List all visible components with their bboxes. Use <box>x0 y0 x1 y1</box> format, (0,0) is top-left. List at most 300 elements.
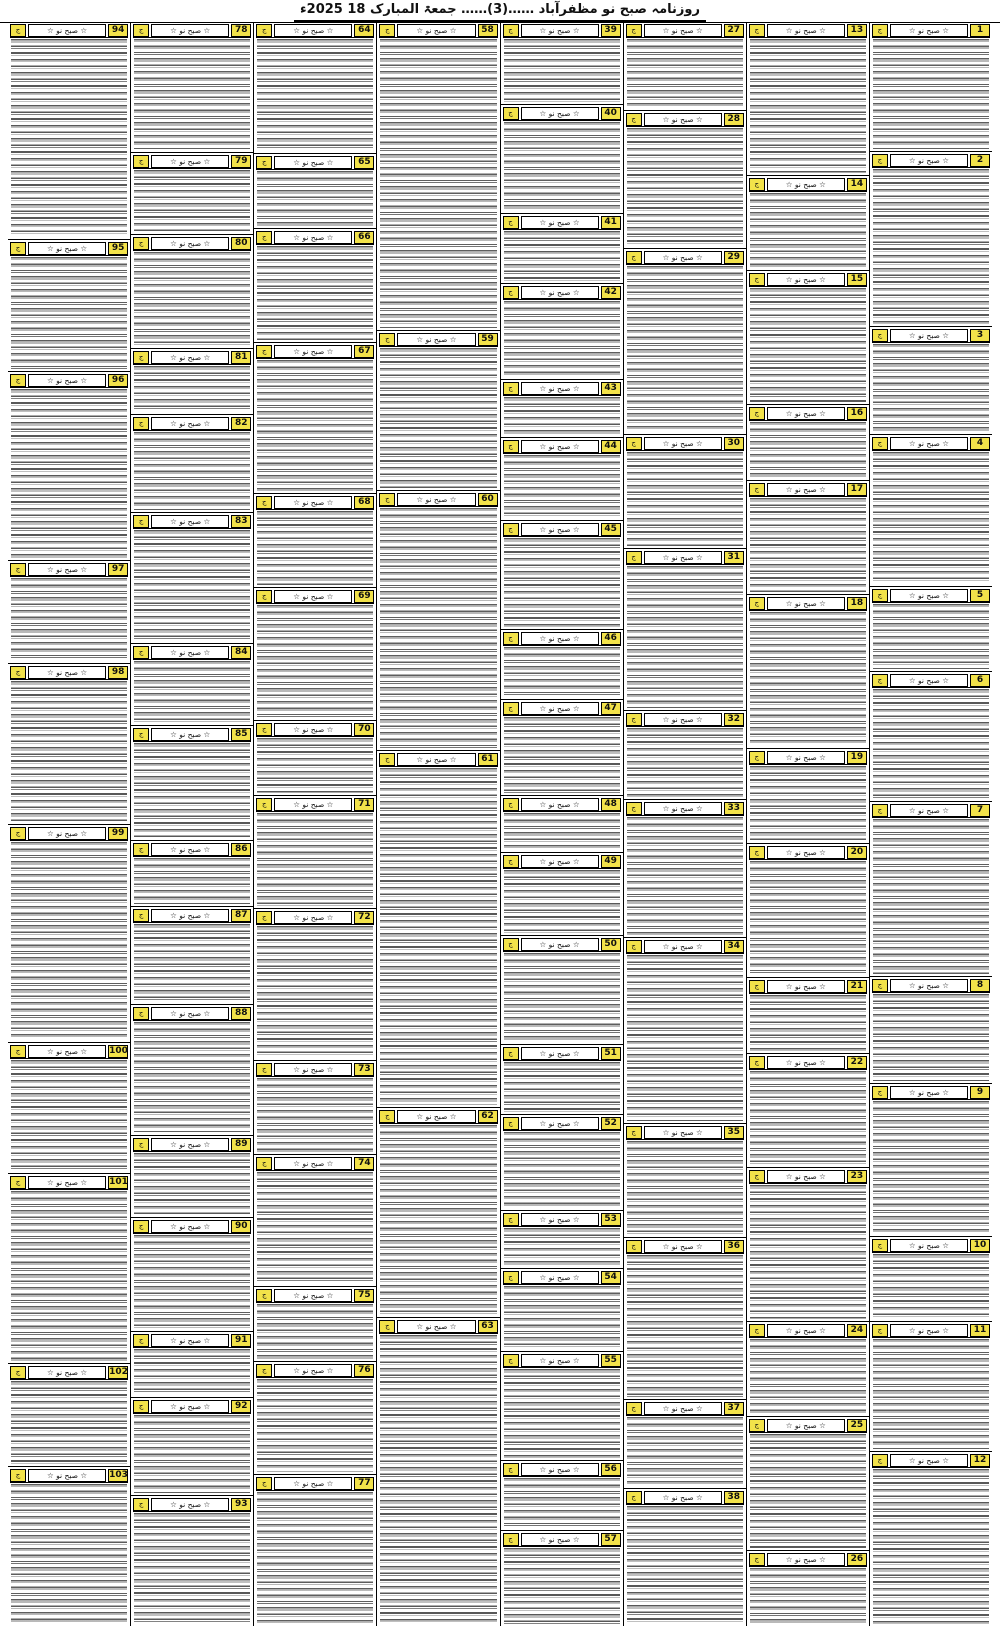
ad-header <box>503 523 621 537</box>
ad-header <box>133 1498 251 1512</box>
ad-header <box>133 1400 251 1414</box>
newspaper-logo-icon: ج <box>133 1498 149 1511</box>
ad-header <box>626 1402 744 1416</box>
ad-header-label: ☆ صبح نو ☆ <box>274 911 352 924</box>
ad-body-text <box>134 170 250 232</box>
ad-number-badge: 37 <box>724 1402 744 1415</box>
newspaper-logo-icon: ج <box>133 24 149 37</box>
ad-number-badge: 29 <box>724 251 744 264</box>
ad-body-text <box>134 924 250 1002</box>
ad-number-badge: 36 <box>724 1240 744 1253</box>
ad-header <box>503 1354 621 1368</box>
ad-header-label: ☆ صبح نو ☆ <box>151 1400 229 1413</box>
classified-ad <box>8 239 130 371</box>
ad-body-text <box>380 39 496 328</box>
ad-body-text <box>11 39 127 237</box>
classified-ad <box>870 586 992 671</box>
ad-body-text <box>257 511 373 585</box>
ad-header <box>872 979 990 993</box>
ad-number-badge: 45 <box>601 523 621 536</box>
ad-number-badge: 74 <box>354 1157 374 1170</box>
ad-header-label: ☆ صبح نو ☆ <box>397 24 475 37</box>
ad-header <box>503 798 621 812</box>
ad-number-badge: 63 <box>478 1320 498 1333</box>
ad-body-text <box>627 566 743 708</box>
classified-ad <box>131 1331 253 1397</box>
newspaper-logo-icon: ج <box>626 1402 642 1415</box>
newspaper-logo-icon: ج <box>626 437 642 450</box>
ad-body-text <box>257 360 373 492</box>
ad-body-text <box>504 538 620 627</box>
newspaper-logo-icon: ج <box>872 1454 888 1467</box>
newspaper-logo-icon: ج <box>256 911 272 924</box>
ad-column <box>376 22 499 1626</box>
ad-number-badge: 27 <box>724 24 744 37</box>
newspaper-logo-icon: ج <box>10 374 26 387</box>
ad-header <box>256 231 374 245</box>
classified-ad <box>747 480 869 595</box>
ad-header-label: ☆ صبح نو ☆ <box>274 24 352 37</box>
ad-header <box>749 483 867 497</box>
ad-header <box>379 1320 497 1334</box>
ad-header-label: ☆ صبح نو ☆ <box>521 1213 599 1226</box>
newspaper-logo-icon: ج <box>503 216 519 229</box>
ad-header <box>256 345 374 359</box>
newspaper-logo-icon: ج <box>749 483 765 496</box>
classified-ad <box>501 1268 623 1351</box>
ad-number-badge: 75 <box>354 1289 374 1302</box>
ad-body-text <box>504 1478 620 1528</box>
newspaper-logo-icon: ج <box>256 1477 272 1490</box>
ad-header-label: ☆ صبح نو ☆ <box>644 802 722 815</box>
masthead-title: روزنامہ صبح نو مظفرآباد ……(3)…… جمعۃ المبارک 18 2025ء <box>294 0 706 22</box>
newspaper-logo-icon: ج <box>749 1324 765 1337</box>
ad-header <box>10 666 128 680</box>
ad-body-text <box>134 743 250 837</box>
newspaper-logo-icon: ج <box>503 632 519 645</box>
ad-header <box>872 589 990 603</box>
ad-column <box>746 22 869 1626</box>
newspaper-logo-icon: ج <box>749 1419 765 1432</box>
classified-ad <box>254 1361 376 1474</box>
ad-body-text <box>504 1369 620 1458</box>
ad-header-label: ☆ صبح نو ☆ <box>274 1289 352 1302</box>
ad-column <box>130 22 253 1626</box>
classified-ad <box>8 1466 130 1627</box>
ad-number-badge: 6 <box>970 674 990 687</box>
ad-body-text <box>504 397 620 434</box>
newspaper-logo-icon: ج <box>626 1491 642 1504</box>
ad-header-label: ☆ صبح نو ☆ <box>644 24 722 37</box>
ad-body-text <box>873 1469 989 1624</box>
ad-header-label: ☆ صبح نو ☆ <box>767 1324 845 1337</box>
ad-header-label: ☆ صبح نو ☆ <box>521 382 599 395</box>
ad-header <box>256 496 374 510</box>
ad-header-label: ☆ صبح نو ☆ <box>151 515 229 528</box>
newspaper-logo-icon: ج <box>503 702 519 715</box>
ad-number-badge: 20 <box>847 846 867 859</box>
newspaper-logo-icon: ج <box>256 24 272 37</box>
ad-header <box>256 1477 374 1491</box>
ad-header-label: ☆ صبح نو ☆ <box>521 107 599 120</box>
ad-header-label: ☆ صبح نو ☆ <box>644 437 722 450</box>
ad-header <box>133 728 251 742</box>
newspaper-logo-icon: ج <box>256 1063 272 1076</box>
masthead <box>0 0 1000 23</box>
ad-number-badge: 86 <box>231 843 251 856</box>
ad-body-text <box>134 252 250 346</box>
ad-number-badge: 16 <box>847 407 867 420</box>
ad-body-text <box>873 344 989 431</box>
ad-body-text <box>627 39 743 108</box>
newspaper-logo-icon: ج <box>749 980 765 993</box>
newspaper-logo-icon: ج <box>503 382 519 395</box>
newspaper-logo-icon: ج <box>133 728 149 741</box>
ad-column <box>869 22 992 1626</box>
ad-number-badge: 98 <box>108 666 128 679</box>
ad-body-text <box>873 169 989 324</box>
classified-ad <box>131 1217 253 1331</box>
ad-number-badge: 70 <box>354 723 374 736</box>
newspaper-logo-icon: ج <box>10 1045 26 1058</box>
ad-body-text <box>257 813 373 906</box>
newspaper-logo-icon: ج <box>256 1157 272 1170</box>
classified-ad <box>624 710 746 799</box>
ad-header <box>872 24 990 38</box>
ad-header <box>256 911 374 925</box>
ad-header <box>626 24 744 38</box>
ad-header-label: ☆ صبح نو ☆ <box>521 440 599 453</box>
classified-ad <box>254 1154 376 1286</box>
classified-ad <box>8 663 130 824</box>
classified-ad <box>624 1237 746 1399</box>
newspaper-logo-icon: ج <box>749 407 765 420</box>
ad-number-badge: 84 <box>231 646 251 659</box>
classified-ad <box>747 1053 869 1168</box>
newspaper-logo-icon: ج <box>749 1056 765 1069</box>
ad-body-text <box>257 605 373 717</box>
ad-header-label: ☆ صبح نو ☆ <box>767 846 845 859</box>
ad-number-badge: 77 <box>354 1477 374 1490</box>
ad-number-badge: 2 <box>970 154 990 167</box>
classified-ad <box>8 1363 130 1466</box>
newspaper-logo-icon: ج <box>10 1469 26 1482</box>
ad-header <box>503 1047 621 1061</box>
ad-header-label: ☆ صبح نو ☆ <box>644 113 722 126</box>
ad-header-label: ☆ صبح نو ☆ <box>274 496 352 509</box>
ad-number-badge: 1 <box>970 24 990 37</box>
ad-number-badge: 15 <box>847 273 867 286</box>
newspaper-logo-icon: ج <box>872 804 888 817</box>
ad-body-text <box>750 1071 866 1166</box>
newspaper-logo-icon: ج <box>503 1463 519 1476</box>
ad-number-badge: 62 <box>478 1110 498 1123</box>
ad-header-label: ☆ صبح نو ☆ <box>767 1553 845 1566</box>
ad-header-label: ☆ صبح نو ☆ <box>151 1334 229 1347</box>
classified-ad <box>8 1042 130 1174</box>
ad-header <box>256 1289 374 1303</box>
ad-body-text <box>11 1191 127 1360</box>
ad-header <box>503 938 621 952</box>
classified-ad <box>377 330 499 491</box>
ad-header-label: ☆ صبح نو ☆ <box>644 940 722 953</box>
ad-header-label: ☆ صبح نو ☆ <box>151 1220 229 1233</box>
ad-number-badge: 18 <box>847 597 867 610</box>
ad-header-label: ☆ صبح نو ☆ <box>521 1117 599 1130</box>
classified-ad <box>131 414 253 512</box>
ad-body-text <box>504 717 620 793</box>
newspaper-logo-icon: ج <box>872 1239 888 1252</box>
newspaper-logo-icon: ج <box>626 940 642 953</box>
ad-header <box>626 1126 744 1140</box>
classified-ad <box>501 1460 623 1530</box>
classified-ad <box>254 1060 376 1154</box>
newspaper-logo-icon: ج <box>256 496 272 509</box>
classified-ad <box>131 906 253 1004</box>
ad-header-label: ☆ صبح نو ☆ <box>274 1157 352 1170</box>
ad-number-badge: 8 <box>970 979 990 992</box>
ad-header-label: ☆ صبح نو ☆ <box>767 483 845 496</box>
newspaper-logo-icon: ج <box>872 589 888 602</box>
ad-number-badge: 85 <box>231 728 251 741</box>
ad-number-badge: 46 <box>601 632 621 645</box>
newspaper-logo-icon: ج <box>626 551 642 564</box>
ad-number-badge: 47 <box>601 702 621 715</box>
ad-header-label: ☆ صبح نو ☆ <box>890 437 968 450</box>
ad-header <box>749 24 867 38</box>
ad-header-label: ☆ صبح نو ☆ <box>274 798 352 811</box>
ad-header-label: ☆ صبح نو ☆ <box>521 1463 599 1476</box>
ad-header-label: ☆ صبح نو ☆ <box>767 1419 845 1432</box>
ad-number-badge: 79 <box>231 155 251 168</box>
ad-header <box>256 798 374 812</box>
ad-header <box>749 846 867 860</box>
newspaper-logo-icon: ج <box>256 156 272 169</box>
newspaper-logo-icon: ج <box>133 351 149 364</box>
classified-ad <box>501 852 623 935</box>
newspaper-logo-icon: ج <box>626 713 642 726</box>
ad-header-label: ☆ صبح نو ☆ <box>397 753 475 766</box>
ad-number-badge: 96 <box>108 374 128 387</box>
ad-body-text <box>750 1185 866 1319</box>
ad-header <box>749 178 867 192</box>
ad-header <box>503 632 621 646</box>
ad-header <box>10 1469 128 1483</box>
ad-header <box>626 802 744 816</box>
ad-header <box>503 440 621 454</box>
ad-header <box>503 702 621 716</box>
ad-header-label: ☆ صبح نو ☆ <box>151 351 229 364</box>
newspaper-logo-icon: ج <box>256 345 272 358</box>
ad-body-text <box>257 1492 373 1624</box>
ad-number-badge: 87 <box>231 909 251 922</box>
classified-ad <box>377 22 499 330</box>
newspaper-logo-icon: ج <box>256 1289 272 1302</box>
newspaper-logo-icon: ج <box>133 1334 149 1347</box>
ad-body-text <box>504 1132 620 1208</box>
classified-ad <box>747 1321 869 1416</box>
ad-body-text <box>750 193 866 268</box>
ad-body-text <box>380 768 496 1106</box>
ad-number-badge: 73 <box>354 1063 374 1076</box>
ad-header <box>503 107 621 121</box>
newspaper-logo-icon: ج <box>872 154 888 167</box>
classified-ad <box>870 976 992 1083</box>
ad-body-text <box>11 578 127 661</box>
ad-header-label: ☆ صبح نو ☆ <box>521 523 599 536</box>
classified-ad <box>8 22 130 239</box>
ad-header-label: ☆ صبح نو ☆ <box>151 1498 229 1511</box>
classified-ad <box>254 1286 376 1361</box>
newspaper-logo-icon: ج <box>503 1354 519 1367</box>
ad-header-label: ☆ صبح نو ☆ <box>890 154 968 167</box>
ad-number-badge: 89 <box>231 1138 251 1151</box>
ad-header-label: ☆ صبح نو ☆ <box>890 674 968 687</box>
ad-number-badge: 58 <box>478 24 498 37</box>
ad-body-text <box>134 1022 250 1133</box>
ad-number-badge: 76 <box>354 1364 374 1377</box>
ad-header <box>256 1063 374 1077</box>
ad-header-label: ☆ صبح نو ☆ <box>644 551 722 564</box>
ad-number-badge: 41 <box>601 216 621 229</box>
newspaper-logo-icon: ج <box>256 590 272 603</box>
classified-ad <box>131 725 253 839</box>
classified-ad <box>870 801 992 976</box>
newspaper-logo-icon: ج <box>503 1533 519 1546</box>
ad-header-label: ☆ صبح نو ☆ <box>521 216 599 229</box>
ad-header-label: ☆ صبح نو ☆ <box>274 1063 352 1076</box>
newspaper-logo-icon: ج <box>379 24 395 37</box>
ad-header-label: ☆ صبح نو ☆ <box>644 1126 722 1139</box>
ad-body-text <box>380 1335 496 1624</box>
newspaper-logo-icon: ج <box>749 24 765 37</box>
ad-body-text <box>873 452 989 585</box>
ad-header-label: ☆ صبح نو ☆ <box>274 156 352 169</box>
ad-header-label: ☆ صبح نو ☆ <box>151 728 229 741</box>
ad-number-badge: 83 <box>231 515 251 528</box>
classified-ad <box>870 326 992 433</box>
ad-header-label: ☆ صبح نو ☆ <box>28 1469 106 1482</box>
classified-ad <box>870 151 992 326</box>
newspaper-logo-icon: ج <box>10 1176 26 1189</box>
ad-number-badge: 28 <box>724 113 744 126</box>
newspaper-logo-icon: ج <box>749 751 765 764</box>
ad-body-text <box>750 612 866 746</box>
ad-header <box>133 843 251 857</box>
ad-number-badge: 7 <box>970 804 990 817</box>
ad-header <box>133 155 251 169</box>
ad-body-text <box>750 498 866 593</box>
classified-ad <box>501 520 623 629</box>
newspaper-logo-icon: ج <box>10 242 26 255</box>
ad-body-text <box>504 455 620 518</box>
classified-ad <box>254 153 376 228</box>
ad-body-text <box>750 995 866 1051</box>
ad-number-badge: 52 <box>601 1117 621 1130</box>
newspaper-logo-icon: ج <box>256 231 272 244</box>
classified-ad <box>8 1173 130 1362</box>
newspaper-logo-icon: ج <box>503 855 519 868</box>
ad-number-badge: 40 <box>601 107 621 120</box>
ad-header-label: ☆ صبح نو ☆ <box>151 1007 229 1020</box>
classified-ad <box>624 937 746 1123</box>
ad-header <box>503 216 621 230</box>
classified-ad <box>131 512 253 643</box>
ad-number-badge: 91 <box>231 1334 251 1347</box>
newspaper-logo-icon: ج <box>379 493 395 506</box>
ad-body-text <box>750 1434 866 1548</box>
newspaper-logo-icon: ج <box>503 938 519 951</box>
ad-body-text <box>257 738 373 793</box>
ad-header <box>749 273 867 287</box>
ad-header-label: ☆ صبح نو ☆ <box>767 24 845 37</box>
newspaper-logo-icon: ج <box>503 24 519 37</box>
ad-body-text <box>11 389 127 558</box>
ad-number-badge: 22 <box>847 1056 867 1069</box>
ad-body-text <box>627 728 743 797</box>
ad-header-label: ☆ صبح نو ☆ <box>28 242 106 255</box>
ad-body-text <box>257 1172 373 1284</box>
ad-header-label: ☆ صبح نو ☆ <box>767 407 845 420</box>
ad-body-text <box>257 1379 373 1472</box>
ad-body-text <box>134 1235 250 1329</box>
ad-header <box>133 646 251 660</box>
ad-header <box>749 407 867 421</box>
ad-header-label: ☆ صبح نو ☆ <box>397 493 475 506</box>
ad-body-text <box>750 766 866 841</box>
classified-ad <box>501 699 623 795</box>
ad-number-badge: 10 <box>970 1239 990 1252</box>
ad-number-badge: 13 <box>847 24 867 37</box>
ad-body-text <box>134 39 250 150</box>
newspaper-logo-icon: ج <box>749 1170 765 1183</box>
ad-header-label: ☆ صبح نو ☆ <box>274 1364 352 1377</box>
classified-ad <box>377 750 499 1108</box>
newspaper-logo-icon: ج <box>872 674 888 687</box>
classified-ad <box>624 110 746 248</box>
ad-header-label: ☆ صبح نو ☆ <box>397 1320 475 1333</box>
ad-number-badge: 31 <box>724 551 744 564</box>
ad-body-text <box>11 1060 127 1172</box>
ad-header <box>872 1239 990 1253</box>
ad-body-text <box>134 1513 250 1624</box>
ad-header <box>749 1324 867 1338</box>
ad-header <box>10 1366 128 1380</box>
ad-header <box>503 1271 621 1285</box>
newspaper-logo-icon: ج <box>872 329 888 342</box>
ad-header <box>379 24 497 38</box>
ad-number-badge: 9 <box>970 1086 990 1099</box>
ad-header <box>872 437 990 451</box>
ad-header-label: ☆ صبح نو ☆ <box>890 329 968 342</box>
ad-number-badge: 82 <box>231 417 251 430</box>
ad-number-badge: 72 <box>354 911 374 924</box>
classified-ad <box>131 234 253 348</box>
newspaper-logo-icon: ج <box>256 723 272 736</box>
ad-header <box>503 1533 621 1547</box>
ad-number-badge: 38 <box>724 1491 744 1504</box>
newspaper-logo-icon: ج <box>749 178 765 191</box>
newspaper-logo-icon: ج <box>626 1240 642 1253</box>
newspaper-logo-icon: ج <box>133 1007 149 1020</box>
classified-ad <box>131 1397 253 1495</box>
ad-header-label: ☆ صبح نو ☆ <box>274 345 352 358</box>
ad-body-text <box>257 171 373 226</box>
ad-header <box>10 827 128 841</box>
classified-ad <box>747 1167 869 1321</box>
ad-header-label: ☆ صبح نو ☆ <box>521 286 599 299</box>
ad-number-badge: 95 <box>108 242 128 255</box>
